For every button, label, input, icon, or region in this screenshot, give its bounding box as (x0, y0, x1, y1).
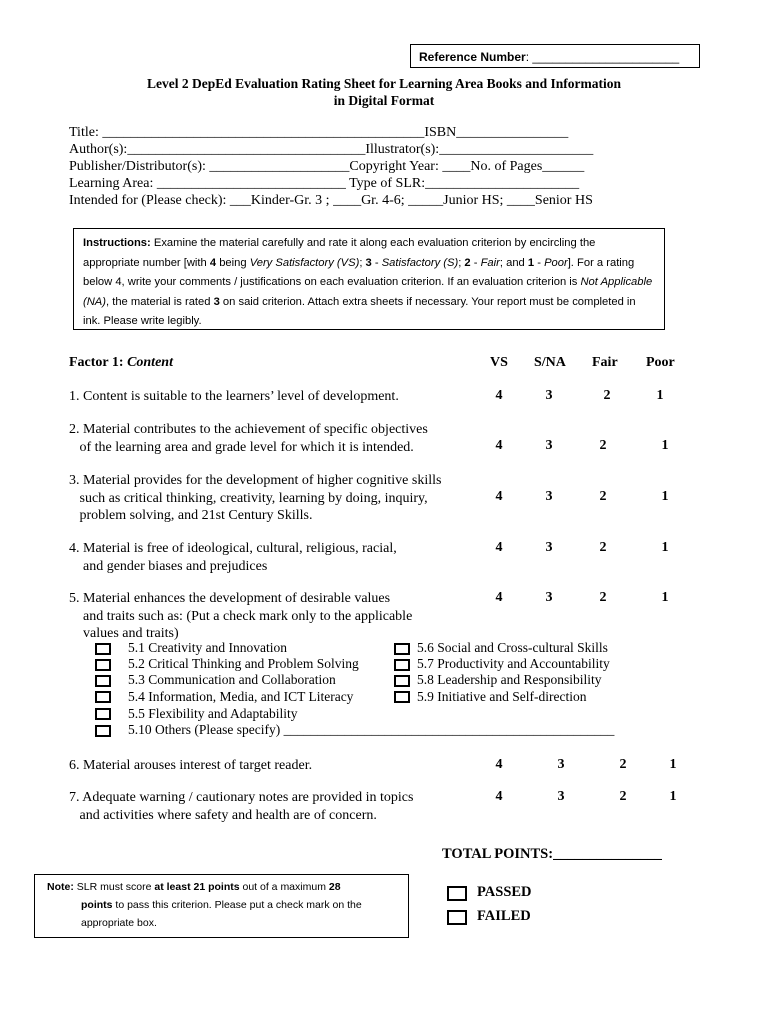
value-5-6-label: 5.6 Social and Cross-cultural Skills (417, 640, 608, 655)
checkbox-value-5-7[interactable] (394, 659, 410, 671)
checkbox-value-5-4[interactable] (95, 691, 111, 703)
criterion-line: and activities where safety and health are of concern. (69, 807, 377, 823)
score-option[interactable]: 4 (495, 388, 503, 403)
score-option[interactable]: 3 (545, 388, 553, 403)
criterion-line: 7. Adequate warning / cautionary notes are provided in topics (69, 790, 414, 805)
score-option[interactable]: 1 (656, 388, 664, 403)
criterion-4 (69, 540, 397, 575)
instr-text: - (470, 256, 481, 269)
value-5-8-label: 5.8 Leadership and Responsibility (417, 672, 602, 687)
criterion-2 (69, 421, 428, 456)
checkbox-value-5-3[interactable] (95, 675, 111, 687)
field-intended-for[interactable]: Intended for (Please check): ___Kinder-Gr. 3 ; ____Gr. 4-6; _____Junior HS; ____Senior HS (69, 193, 593, 208)
note-line-3: appropriate box. (81, 917, 157, 929)
instr-italic: Fair (480, 256, 500, 269)
criterion-3 (69, 472, 441, 525)
instr-bold: 3 (365, 256, 372, 269)
checkbox-value-5-9[interactable] (394, 691, 410, 703)
note-text: out of a maximum (239, 881, 329, 893)
checkbox-value-5-2[interactable] (95, 659, 111, 671)
score-option[interactable]: 4 (495, 590, 503, 605)
note-line-1 (47, 878, 341, 896)
note-bold: at least 21 points (154, 881, 240, 893)
note-line-2 (81, 896, 362, 914)
instr-bold: 3 (213, 295, 220, 308)
instr-text: Examine the material carefully and rate it along each evaluation criterion by encircling the appropriate number [with (83, 237, 596, 269)
column-sna: S/NA (534, 355, 566, 370)
checkbox-value-5-6[interactable] (394, 643, 410, 655)
criterion-line: and traits such as: (Put a check mark only to the applicable (69, 608, 413, 624)
instr-bold: 4 (209, 256, 217, 269)
instr-text: on said criterion. Attach extra sheets if necessary. Your report must be completed in ink. Please write legibly. (83, 295, 636, 328)
note-text: to pass this criterion. Please put a check mark on the (112, 899, 362, 911)
criterion-line: 3. Material provides for the development of higher cognitive skills (69, 473, 442, 488)
instr-text: being (216, 256, 250, 269)
factor-name: Content (127, 355, 173, 370)
factor-label: Factor 1: (69, 355, 128, 370)
criterion-line: 2. Material contributes to the achievement of specific objectives (69, 422, 428, 437)
note-bold: 28 (328, 881, 341, 893)
reference-number-label: Reference Number (419, 50, 526, 64)
field-learning-area-type[interactable]: Learning Area: ___________________________ Type of SLR:______________________ (69, 176, 580, 191)
score-option[interactable]: 3 (557, 789, 565, 804)
criterion-line: values and traits) (69, 626, 179, 641)
instructions-label: Instructions: (83, 237, 151, 249)
score-option[interactable]: 3 (545, 590, 553, 605)
criterion-line: such as critical thinking, creativity, learning by doing, inquiry, (69, 490, 428, 506)
field-publisher-copyright[interactable]: Publisher/Distributor(s): ____________________Copyright Year: ____No. of Pages______ (69, 159, 585, 174)
value-5-4-label: 5.4 Information, Media, and ICT Literacy (128, 689, 354, 704)
score-option[interactable]: 2 (619, 789, 627, 804)
failed-label: FAILED (477, 908, 531, 924)
score-option[interactable]: 1 (669, 757, 677, 772)
criterion-line: 5. Material enhances the development of desirable values (69, 591, 391, 606)
failed-checkbox[interactable] (447, 910, 467, 925)
score-option[interactable]: 4 (495, 789, 503, 804)
reference-number-blank: : ______________________ (525, 50, 680, 64)
score-option[interactable]: 4 (495, 438, 503, 453)
score-option[interactable]: 4 (495, 757, 503, 772)
score-option[interactable]: 1 (661, 489, 669, 504)
factor-heading (69, 355, 173, 371)
value-5-5-label: 5.5 Flexibility and Adaptability (128, 706, 298, 721)
instr-text: ; (359, 256, 366, 269)
value-5-9-label: 5.9 Initiative and Self-direction (417, 689, 587, 704)
field-title-isbn[interactable]: Title: ______________________________________________ISBN________________ (69, 125, 569, 140)
criterion-1 (69, 388, 399, 406)
note-text: SLR must score (73, 881, 155, 893)
value-5-3-label: 5.3 Communication and Collaboration (128, 672, 336, 687)
instr-bold: 1 (527, 256, 535, 269)
instr-text: ; (458, 256, 465, 269)
score-option[interactable]: 4 (495, 540, 503, 555)
note-label: Note: (47, 881, 74, 893)
criterion-line: 6. Material arouses interest of target reader. (69, 758, 313, 773)
score-option[interactable]: 2 (599, 590, 607, 605)
column-vs: VS (490, 355, 508, 370)
criterion-6 (69, 757, 312, 775)
instr-italic: Very Satisfactory (VS) (249, 256, 360, 269)
note-bold: points (81, 899, 113, 911)
passed-checkbox[interactable] (447, 886, 467, 901)
value-5-7-label: 5.7 Productivity and Accountability (417, 656, 610, 671)
instr-bold: 2 (464, 256, 471, 269)
instructions-box (73, 228, 665, 330)
passed-label: PASSED (477, 884, 532, 900)
instr-text: , the material is rated (106, 295, 214, 308)
checkbox-value-5-8[interactable] (394, 675, 410, 687)
score-option[interactable]: 1 (669, 789, 677, 804)
field-author-illustrator[interactable]: Author(s):__________________________________Illustrator(s):______________________ (69, 142, 594, 157)
total-points[interactable]: TOTAL POINTS:_______________ (442, 846, 662, 862)
instr-text: ]. For a rating below 4, write your comments / justifications on each evaluation criterion. If an evaluation criterion is (83, 256, 635, 289)
criterion-7 (69, 789, 413, 824)
checkbox-value-5-5[interactable] (95, 708, 111, 720)
document-title: Level 2 DepEd Evaluation Rating Sheet for Learning Area Books and Information (147, 76, 621, 91)
instr-italic: Not Applicable (NA) (83, 276, 653, 308)
value-5-2-label: 5.2 Critical Thinking and Problem Solving (128, 656, 359, 671)
criterion-line: 1. Content is suitable to the learners’ level of development. (69, 389, 399, 404)
score-option[interactable]: 4 (495, 489, 503, 504)
checkbox-value-5-1[interactable] (95, 643, 111, 655)
instr-italic: Poor (544, 256, 568, 269)
value-5-10-label[interactable]: 5.10 Others (Please specify) _________________________________________________ (128, 722, 615, 737)
score-option[interactable]: 3 (557, 757, 565, 772)
score-option[interactable]: 2 (599, 540, 607, 555)
score-option[interactable]: 3 (545, 489, 553, 504)
note-box (34, 874, 409, 938)
score-option[interactable]: 1 (661, 590, 669, 605)
instr-text: - (534, 256, 545, 269)
score-option[interactable]: 2 (599, 489, 607, 504)
instr-italic: Satisfactory (S) (381, 256, 459, 269)
column-fair: Fair (592, 355, 618, 370)
criterion-line: problem solving, and 21st Century Skills. (69, 508, 313, 523)
score-option[interactable]: 1 (661, 540, 669, 555)
checkbox-value-5-10[interactable] (95, 725, 111, 737)
column-poor: Poor (646, 355, 675, 370)
score-option[interactable]: 3 (545, 438, 553, 453)
instr-text: - (371, 256, 382, 269)
criterion-line: 4. Material is free of ideological, cultural, religious, racial, (69, 541, 397, 556)
criterion-line: of the learning area and grade level for which it is intended. (69, 439, 414, 455)
score-option[interactable]: 1 (661, 438, 669, 453)
criterion-line: and gender biases and prejudices (69, 558, 268, 574)
score-option[interactable]: 2 (619, 757, 627, 772)
reference-number-box[interactable] (410, 44, 700, 68)
score-option[interactable]: 2 (599, 438, 607, 453)
document-subtitle: in Digital Format (333, 93, 435, 108)
criterion-5 (69, 590, 412, 643)
instr-text: ; and (499, 256, 528, 269)
score-option[interactable]: 2 (603, 388, 611, 403)
value-5-1-label: 5.1 Creativity and Innovation (128, 640, 287, 655)
score-option[interactable]: 3 (545, 540, 553, 555)
